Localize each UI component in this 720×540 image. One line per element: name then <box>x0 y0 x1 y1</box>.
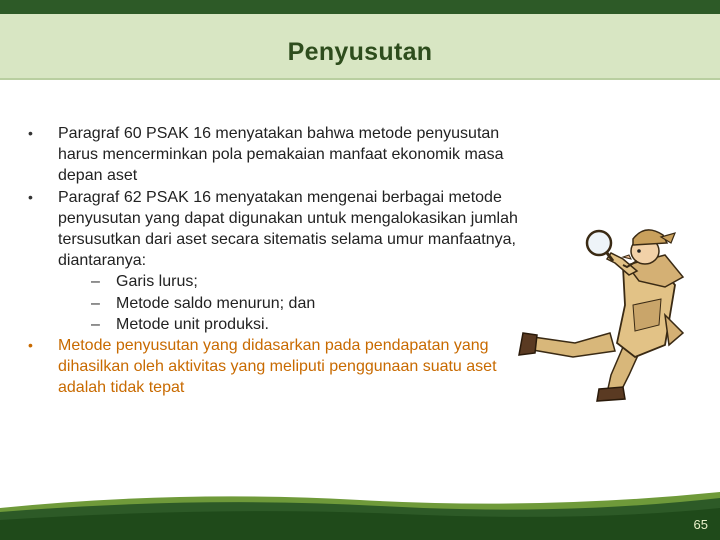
sub-item-label: Garis lurus; <box>116 273 198 291</box>
top-strip <box>0 0 720 14</box>
footer-wave <box>0 486 720 540</box>
detective-illustration <box>515 215 695 415</box>
bullet-dot-icon: • <box>28 125 33 141</box>
bullet-line: depan aset <box>58 167 138 185</box>
bullet-line: tersusutkan dari aset secara sitematis selama umur manfaatnya, <box>58 231 516 249</box>
bullet-item-3 <box>28 335 588 399</box>
bullet-line: penyusutan yang dapat digunakan untuk mengalokasikan jumlah <box>58 209 518 227</box>
bullet-line: diantaranya: <box>58 252 147 270</box>
page-number: 65 <box>693 517 708 532</box>
slide-title: Penyusutan <box>287 38 433 66</box>
sub-item-1 <box>28 271 588 292</box>
bullet-line: adalah tidak tepat <box>58 379 185 397</box>
sub-item-2 <box>28 293 588 314</box>
slide-content <box>28 123 588 399</box>
sub-item-label: Metode unit produksi. <box>116 315 269 333</box>
bullet-line: Paragraf 60 PSAK 16 menyatakan bahwa metode penyusutan <box>58 125 500 142</box>
title-band <box>0 14 720 80</box>
bullet-line: dihasilkan oleh aktivitas yang meliputi penggunaan suatu aset <box>58 358 497 376</box>
dash-icon: – <box>91 315 100 333</box>
bullet-line: harus mencerminkan pola pemakaian manfaat ekonomik masa <box>58 146 504 164</box>
title-divider <box>0 78 720 80</box>
sub-item-3 <box>28 314 588 335</box>
sub-item-label: Metode saldo menurun; dan <box>116 294 316 312</box>
bullet-dot-icon: • <box>28 337 33 354</box>
bullet-line: Paragraf 62 PSAK 16 menyatakan mengenai berbagai metode <box>58 188 502 206</box>
bullet-item-1 <box>28 123 588 187</box>
bullet-item-2 <box>28 187 588 272</box>
bullet-line: Metode penyusutan yang didasarkan pada pendapatan yang <box>58 337 489 355</box>
dash-icon: – <box>91 294 100 312</box>
bullet-dot-icon: • <box>28 188 33 205</box>
dash-icon: – <box>91 273 100 291</box>
